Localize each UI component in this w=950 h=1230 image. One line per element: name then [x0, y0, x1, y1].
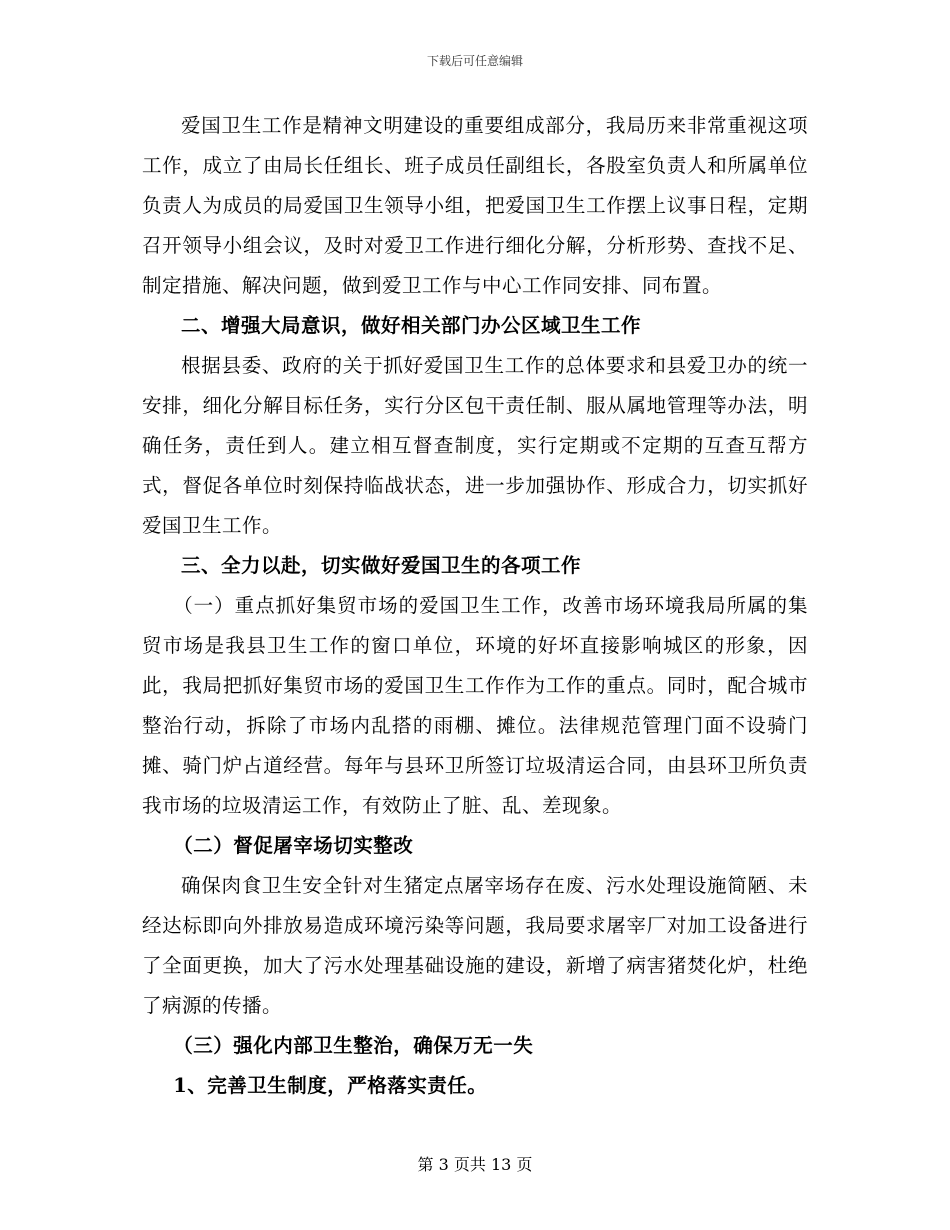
heading-section-three: 三、全力以赴，切实做好爱国卫生的各项工作	[181, 554, 582, 577]
document-body	[142, 106, 808, 1106]
heading-slaughterhouse: （二）督促屠宰场切实整改	[173, 834, 414, 857]
paragraph-market-hygiene: （一）重点抓好集贸市场的爱国卫生工作，改善市场环境我局所属的集贸市场是我县卫生工作的窗口单位，环境的好坏直接影响城区的形象，因此，我局把抓好集贸市场的爱国卫生工作作为工作的重点。同时，配合城市整治行动，拆除了市场内乱搭的雨棚、摊位。法律规范管理门面不设骑门摊、骑门炉占道经营。每年与县环卫所签订垃圾清运合同，由县环卫所负责我市场的垃圾清运工作，有效防止了脏、乱、差现象。	[142, 594, 808, 817]
page-number: 第 3 页共 13 页	[417, 1155, 533, 1174]
heading-hygiene-system: 1、完善卫生制度，严格落实责任。	[173, 1074, 488, 1097]
heading-internal-hygiene: （三）强化内部卫生整治，确保万无一失	[173, 1034, 534, 1057]
paragraph-slaughterhouse: 确保肉食卫生安全针对生猪定点屠宰场存在废、污水处理设施简陋、未经达标即向外排放易造成环境污染等问题，我局要求屠宰厂对加工设备进行了全面更换，加大了污水处理基础设施的建设，新增了病害猪焚化炉，杜绝了病源的传播。	[142, 874, 808, 1017]
heading-section-two: 二、增强大局意识，做好相关部门办公区域卫生工作	[181, 314, 642, 337]
paragraph-office-area-hygiene: 根据县委、政府的关于抓好爱国卫生工作的总体要求和县爱卫办的统一安排，细化分解目标任务，实行分区包干责任制、服从属地管理等办法，明确任务，责任到人。建立相互督查制度，实行定期或不定期的互查互帮方式，督促各单位时刻保持临战状态，进一步加强协作、形成合力，切实抓好爱国卫生工作。	[142, 354, 808, 537]
paragraph-leadership-group: 爱国卫生工作是精神文明建设的重要组成部分，我局历来非常重视这项工作，成立了由局长任组长、班子成员任副组长，各股室负责人和所属单位负责人为成员的局爱国卫生领导小组，把爱国卫生工作摆上议事日程，定期召开领导小组会议，及时对爱卫工作进行细化分解，分析形势、查找不足、制定措施、解决问题，做到爱卫工作与中心工作同安排、同布置。	[142, 114, 808, 297]
page-header: 下载后可任意编辑	[426, 54, 523, 68]
